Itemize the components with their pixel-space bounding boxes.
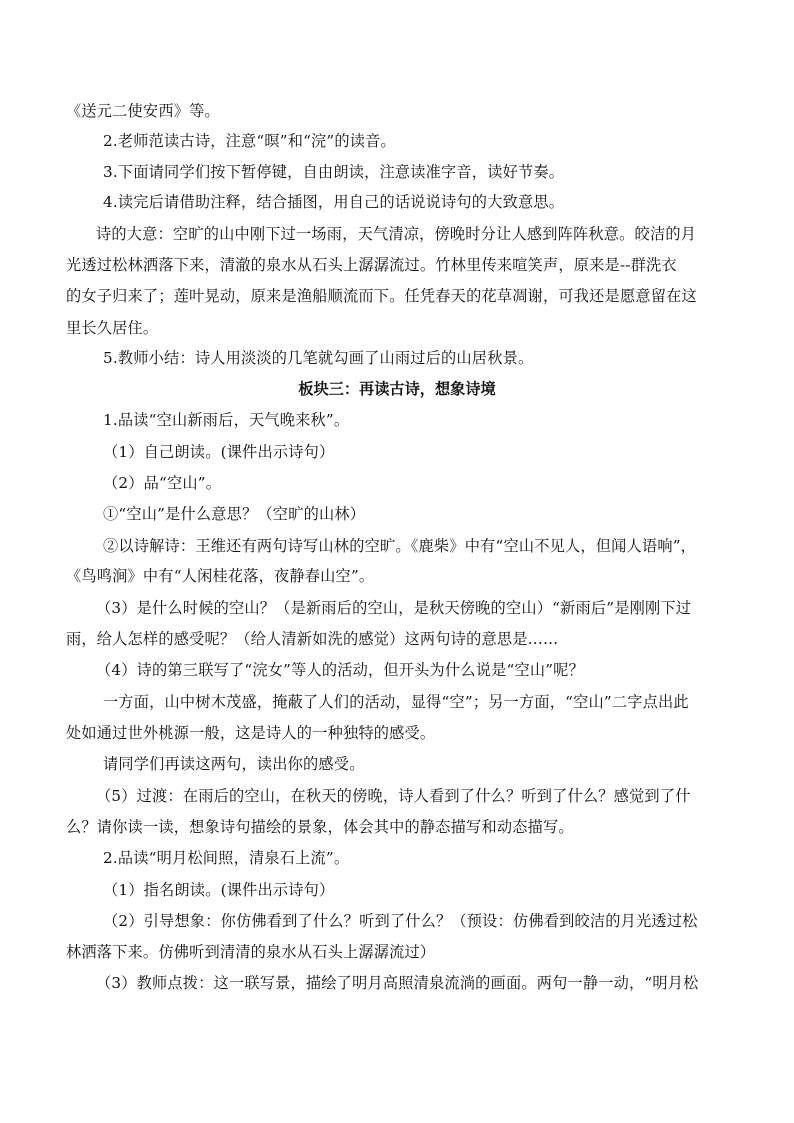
text-line: 处如通过世外桃源一般，这是诗人的一种独特的感受。	[66, 724, 436, 742]
text-line: 一方面，山中树木茂盛，掩蔽了人们的活动，显得“空”；另一方面，“空山”二字点出此	[103, 693, 689, 711]
text-line: 《送元二使安西》等。	[66, 102, 220, 120]
text-line: （2）引导想象：你仿佛看到了什么？听到了什么？（预设：仿佛看到皎洁的月光透过松	[103, 912, 698, 930]
text-line: 雨，给人怎样的感受呢？（给人清新如洗的感觉）这两句诗的意思是……	[66, 630, 559, 648]
text-line: （1）指名朗读。(课件出示诗句）	[103, 881, 335, 899]
text-line: ①“空山”是什么意思？（空旷的山林）	[103, 505, 366, 523]
text-line: 诗的大意：空旷的山中刚下过一场雨，天气清凉，傍晚时分让人感到阵阵秋意。皎洁的月	[96, 225, 697, 243]
text-line: 1.品读“空山新雨后，天气晚来秋”。	[103, 411, 350, 429]
text-line: ②以诗解诗：王维还有两句诗写山林的空旷。《鹿柴》中有“空山不见人，但闻人语响”，	[103, 537, 697, 555]
text-line: 2.老师范读古诗，注意“暝”和“浣”的读音。	[103, 132, 396, 150]
text-line: （5）过渡：在雨后的空山，在秋天的傍晚，诗人看到了什么？听到了什么？感觉到了什	[96, 787, 691, 805]
section-heading: 板块三：再读古诗，想象诗境	[298, 380, 496, 398]
text-line: 请同学们再读这两句，读出你的感受。	[103, 755, 365, 773]
text-line: 林洒落下来。仿佛听到清清的泉水从石头上潺潺流过）	[66, 943, 436, 961]
text-line: 《鸟鸣涧》中有“人闲桂花落，夜静春山空”。	[66, 567, 375, 585]
text-line: 光透过松林洒落下来，清澈的泉水从石头上潺潺流过。竹林里传来喧笑声，原来是--群洗衣	[66, 256, 677, 274]
text-line: （3）教师点拨：这一联写景，描绘了明月高照清泉流淌的画面。两句一静一动，“明月松	[96, 974, 699, 992]
text-line: 4.读完后请借助注释，结合插图，用自己的话说说诗句的大致意思。	[103, 193, 565, 211]
text-line: 么？请你读一读，想象诗句描绘的景象，体会其中的静态描写和动态描写。	[66, 818, 574, 836]
text-line: （1）自己朗读。(课件出示诗句）	[103, 443, 335, 461]
text-line: （2）品“空山”。	[103, 474, 222, 492]
text-line: 里长久居住。	[66, 319, 159, 337]
text-line: （4）诗的第三联写了“浣女”等人的活动，但开头为什么说是“空山”呢？	[96, 661, 584, 679]
text-line: 2.品读“明月松间照，清泉石上流”。	[103, 849, 350, 867]
text-line: （3）是什么时候的空山？（是新雨后的空山，是秋天傍晚的空山）“新雨后”是刚刚下过	[96, 599, 692, 617]
text-line: 的女子归来了；莲叶晃动，原来是渔船顺流而下。任凭春天的花草凋谢，可我还是愿意留在这	[66, 287, 697, 305]
text-line: 5.教师小结：诗人用淡淡的几笔就勾画了山雨过后的山居秋景。	[103, 349, 534, 367]
text-line: 3.下面请同学们按下暂停键，自由朗读，注意读准字音，读好节奏。	[103, 163, 565, 181]
